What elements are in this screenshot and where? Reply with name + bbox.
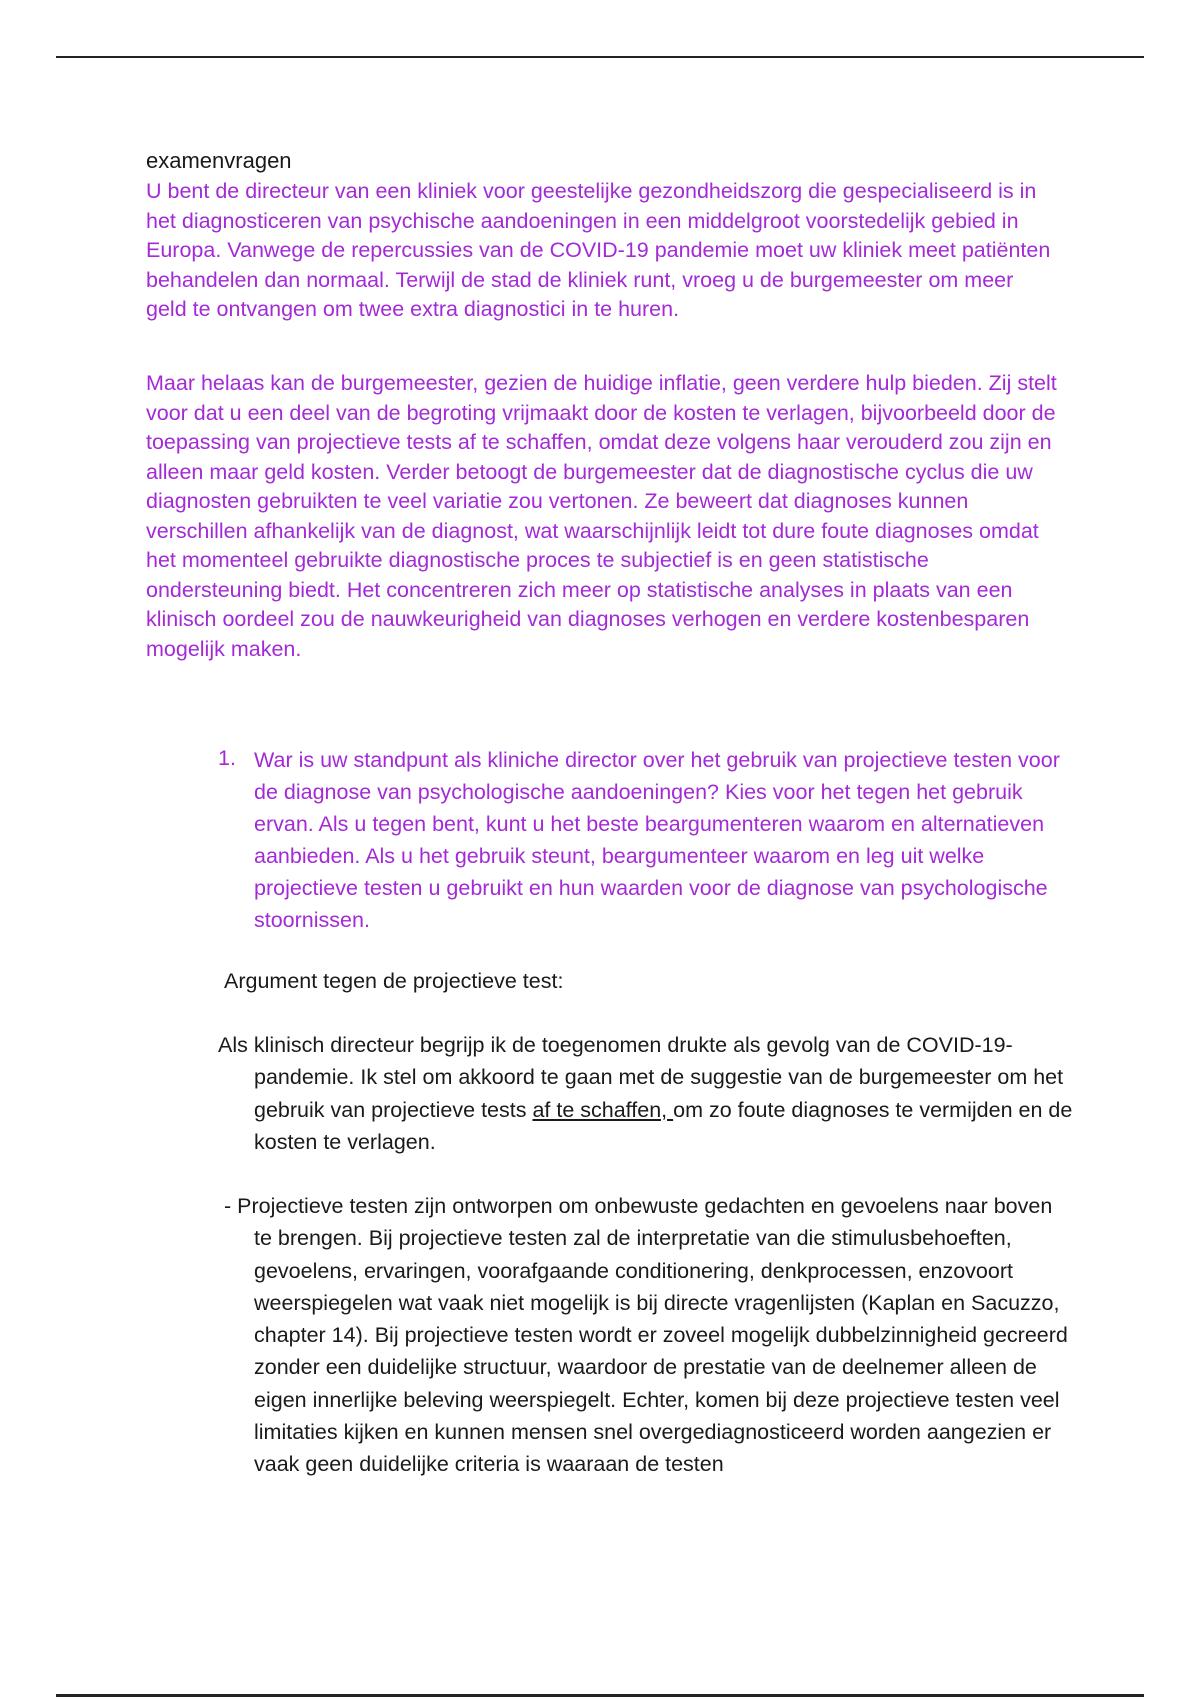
underlined-phrase: af te schaffen, [532,1097,674,1122]
intro-paragraph-2: Maar helaas kan de burgemeester, gezien de huidige inflatie, geen verdere hulp bieden. Zij stelt voor dat u een deel van de begroting vrijmaakt door de kosten te verlagen, bijvoorbeeld door de toepassing van projectieve tests af te schaffen, omdat deze volgens haar verouderd zou zijn en alleen maar geld kosten. Verder betoogt de burgemeester dat de diagnostische cyclus die uw diagnosten gebruikten te veel variatie zou vertonen. Ze beweert dat diagnoses kunnen verschillen afhankelijk van de diagnost, wat waarschijnlijk leidt tot dure foute diagnoses omdat het momenteel gebruikte diagnostische proces te subjectief is en geen statistische ondersteuning biedt. Het concentreren zich meer op statistische analyses in plaats van een klinisch oordeel zou de nauwkeurigheid van diagnoses verhogen en verdere kostenbesparen mogelijk maken. [146,371,1057,661]
intro-paragraph-1: U bent de directeur van een kliniek voor geestelijke gezondheidszorg die gespecialiseerd is in het diagnosticeren van psychische aandoeningen in een middelgroot voorstedelijk gebied in Europa. Vanwege de repercussies van de COVID-19 pandemie moet uw kliniek meet patiënten behandelen dan normaal. Terwijl de stad de kliniek runt, vroeg u de burgemeester om meer geld te ontvangen om twee extra diagnostici in te huren. [146,179,1051,321]
answer-paragraph-2: - Projectieve testen zijn ontworpen om onbewuste gedachten en gevoelens naar boven te brengen. Bij projectieve testen zal de interpretatie van die stimulusbehoeften, gevoelens, ervaringen, voorafgaande conditionering, denkprocessen, enzovoort weerspiegelen wat vaak niet mogelijk is bij directe vragenlijsten (Kaplan en Sacuzzo, chapter 14). Bij projectieve testen wordt er zoveel mogelijk dubbelzinnigheid gecreerd zonder een duidelijke structuur, waardoor de prestatie van de deelnemer alleen de eigen innerlijke beleving weerspiegelt. Echter, komen bij deze projectieve testen veel limitaties kijken en kunnen mensen snel overgediagnosticeerd worden aangezien er vaak geen duidelijke criteria is waaraan de testen [224,1194,1068,1477]
bottom-rule [56,1694,1144,1697]
document-heading: examenvragen [146,148,292,173]
answer-paragraph-1 [218,1029,1094,1158]
argument-title: Argument tegen de projectieve test: [224,969,564,993]
answer-paragraph-1-before: Als klinisch directeur begrijp ik de toegenomen drukte als gevolg van de COVID-19-pandemie. Ik stel om akkoord te gaan met de suggestie van de burgemeester om het gebruik van projectieve tests [218,1033,1064,1122]
answer-paragraph-1-after: om zo foute diagnoses te vermijden en de kosten te verlagen. [254,1097,1073,1154]
question-text: War is uw standpunt als kliniche director over het gebruik van projectieve testen voor de diagnose van psychologische aandoeningen? Kies voor het tegen het gebruik ervan. Als u tegen bent, kunt u het beste beargumenteren waarom en alternatieven aanbieden. Als u het gebruik steunt, beargumenteer waarom en leg uit welke projectieve testen u gebruikt en hun waarden voor de diagnose van psychologische stoornissen. [254,748,1060,932]
top-rule [56,56,1144,58]
question-number: 1. [218,746,236,770]
